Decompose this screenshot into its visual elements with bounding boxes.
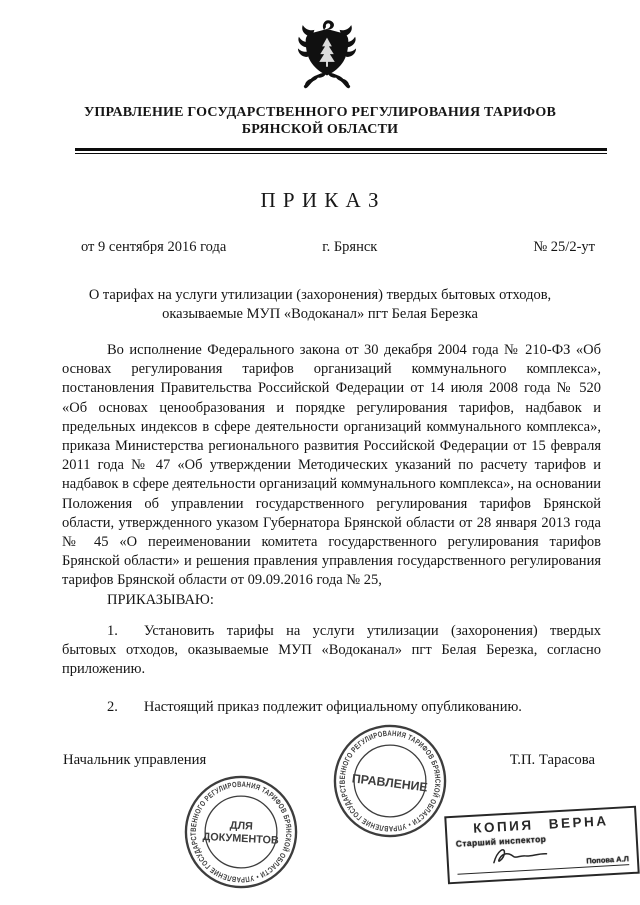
copy-verified-stamp	[444, 806, 639, 885]
stamp-ring-text: УПРАВЛЕНИЕ ГОСУДАРСТВЕННОГО РЕГУЛИРОВАНИЯ ТАРИФОВ БРЯНСКОЙ ОБЛАСТИ •	[188, 779, 294, 885]
order-item-2	[62, 698, 601, 717]
round-stamp-board	[331, 722, 449, 840]
stamp-center-board: ПРАВЛЕНИЕ	[351, 771, 429, 795]
stamp-center-line1: ДЛЯ	[229, 819, 254, 833]
document-subject	[0, 286, 640, 324]
document-number: № 25/2-ут	[533, 239, 595, 255]
item-1-text: Установить тарифы на услуги утилизации (захоронения) твердых бытовых отходов, оказываемые МУП «Водоканал» пгт Белая Березка, согласно приложению.	[62, 622, 601, 678]
signer-position: Начальник управления	[63, 752, 207, 768]
item-2-text: Настоящий приказ подлежит официальному опубликованию.	[143, 699, 522, 716]
header-divider	[75, 148, 607, 154]
coat-of-arms-icon	[14, 0, 640, 96]
signature-block	[63, 752, 595, 769]
org-name-line1: УПРАВЛЕНИЕ ГОСУДАРСТВЕННОГО РЕГУЛИРОВАНИЯ ТАРИФОВ	[83, 105, 557, 120]
copy-stamp-title: КОПИЯ ВЕРНА	[472, 813, 609, 836]
item-1-number: 1.	[107, 622, 118, 639]
copy-stamp-role: Старший инспектор	[455, 833, 547, 849]
preamble-paragraph: Во исполнение Федерального закона от 30 декабря 2004 года № 210-ФЗ «Об основах регулирования тарифов организаций коммунального комплекса», постановления Правительства Российской Федерации от 14 июля 2008 года № 520 «Об основах ценообразования и порядке регулирования тарифов, надбавок и предельных индексов в сфере деятельности организаций коммунального комплекса», приказа Министерства регионального развития Российской Федерации от 15 февраля 2011 года № 47 «Об утверждении Методических указаний по расчету тарифов и надбавок в сфере деятельности организаций коммунального комплекса», на основании Положения об управлении государственного регулирования тарифов Брянской области, утвержденного указом Губернатора Брянской области от 28 января 2013 года № 45 «О переименовании комитета государственного регулирования тарифов Брянской области» и решения правления управления государственного регулирования тарифов Брянской области от 09.09.2016 года № 25,	[62, 342, 601, 589]
document-city: г. Брянск	[322, 239, 378, 255]
resolution-word: ПРИКАЗЫВАЮ:	[107, 591, 214, 608]
stamp-center-line2: ДОКУМЕНТОВ	[202, 830, 279, 847]
round-stamp-for-documents	[182, 773, 300, 891]
meta-row	[81, 239, 595, 256]
subject-line2: оказываемые МУП «Водоканал» пгт Белая Березка	[162, 306, 478, 322]
document-title: П Р И К А З	[260, 188, 380, 212]
copy-stamp-inspector-name: Попова А.Л	[586, 854, 630, 866]
order-item-1	[62, 622, 601, 680]
document-date: от 9 сентября 2016 года	[81, 239, 227, 255]
stamp-ring-text: УПРАВЛЕНИЕ ГОСУДАРСТВЕННОГО РЕГУЛИРОВАНИЯ ТАРИФОВ БРЯНСКОЙ ОБЛАСТИ •	[337, 728, 443, 834]
signer-name: Т.П. Тарасова	[509, 752, 595, 768]
item-2-number: 2.	[107, 699, 118, 716]
subject-line1: О тарифах на услуги утилизации (захоронения) твердых бытовых отходов,	[88, 287, 552, 303]
org-name	[0, 104, 640, 138]
handwritten-signature-icon	[490, 842, 553, 869]
org-name-line2: БРЯНСКОЙ ОБЛАСТИ	[241, 122, 399, 137]
